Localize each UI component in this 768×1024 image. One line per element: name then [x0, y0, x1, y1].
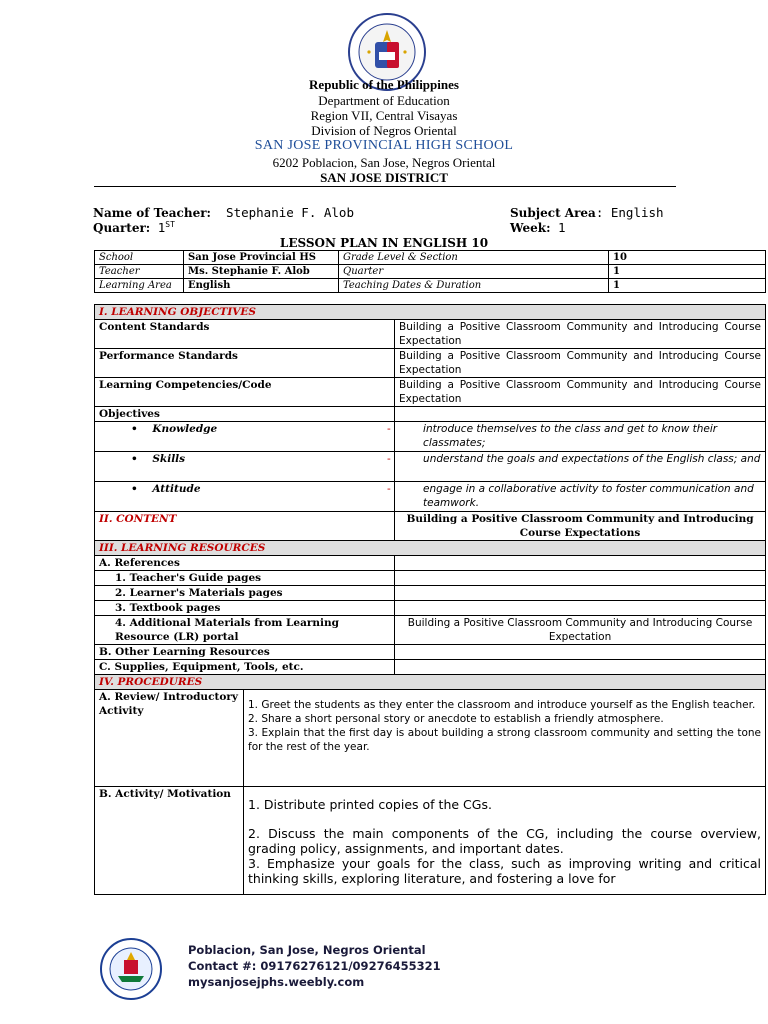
attitude-value: engage in a collaborative activity to foster communication and teamwork. — [423, 483, 754, 509]
knowledge-value: introduce themselves to the class and get to know their classmates; — [423, 423, 718, 449]
school-value: San Jose Provincial HS — [184, 251, 339, 265]
teaching-dates-label: Teaching Dates & Duration — [339, 279, 609, 293]
skills-value: understand the goals and expectations of the English class; and — [423, 453, 761, 465]
learning-area-label: Learning Area — [95, 279, 184, 293]
teachers-guide-label: 1. Teacher's Guide pages — [95, 571, 395, 586]
lesson-info-table — [94, 250, 766, 293]
table-row — [95, 482, 766, 512]
textbook-pages-value — [395, 601, 766, 616]
school-address: 6202 Poblacion, San Jose, Negros Oriental — [272, 155, 496, 170]
quarter-label: Quarter: — [93, 221, 151, 236]
teacher-value: Ms. Stephanie F. Alob — [184, 265, 339, 279]
table-row — [95, 320, 766, 349]
week-label: Week: — [510, 221, 551, 235]
table-row — [95, 305, 766, 320]
lesson-plan-title: LESSON PLAN IN ENGLISH 10 — [279, 236, 489, 250]
quarter-line — [93, 220, 175, 235]
learning-resources-heading: III. LEARNING RESOURCES — [95, 541, 766, 556]
references-value — [395, 556, 766, 571]
knowledge-label: Knowledge — [152, 423, 218, 435]
review-step-3: 3. Explain that the first day is about building a strong classroom community and setting the tone for the rest of the year. — [248, 727, 761, 753]
teacher-name-line — [93, 205, 354, 220]
table-row — [95, 645, 766, 660]
learning-competencies-label: Learning Competencies/Code — [95, 378, 395, 407]
table-row — [95, 675, 766, 690]
subject-area-label: Subject Area — [510, 206, 596, 220]
table-row — [95, 690, 766, 787]
table-row — [95, 279, 766, 293]
dash-icon: - — [387, 453, 391, 465]
textbook-pages-label: 3. Textbook pages — [95, 601, 395, 616]
skills-label: Skills — [152, 453, 186, 465]
footer-contact: Contact #: 09176276121/09276455321 — [188, 959, 441, 973]
table-row — [95, 349, 766, 378]
performance-standards-label: Performance Standards — [95, 349, 395, 378]
objectives-empty-cell — [395, 407, 766, 422]
table-row — [95, 541, 766, 556]
activity-label: B. Activity/ Motivation — [95, 787, 244, 895]
review-step-1: 1. Greet the students as they enter the classroom and introduce yourself as the English teacher. — [248, 699, 756, 711]
performance-standards-value: Building a Positive Classroom Community and Introducing Course Expectation — [395, 349, 766, 378]
table-row — [95, 265, 766, 279]
subject-area-value: : English — [595, 205, 664, 220]
skills-objective — [387, 452, 766, 482]
activity-step-1: 1. Distribute printed copies of the CGs. — [248, 797, 492, 812]
table-row — [95, 407, 766, 422]
table-row — [95, 660, 766, 675]
quarter-cell-label: Quarter — [339, 265, 609, 279]
content-heading: II. CONTENT — [95, 512, 395, 541]
grade-level-label: Grade Level & Section — [339, 251, 609, 265]
region-line: Region VII, Central Visayas — [310, 108, 458, 123]
table-row — [95, 452, 766, 482]
attitude-item: • Attitude — [95, 482, 395, 512]
activity-step-3: 3. Emphasize your goals for the class, such as improving writing and critical thinking skills, exploring literature, and fostering a love for — [248, 856, 761, 886]
division-line: Division of Negros Oriental — [311, 123, 457, 138]
table-row — [95, 601, 766, 616]
supplies-value — [395, 660, 766, 675]
department-line: Department of Education — [318, 93, 450, 108]
review-step-2: 2. Share a short personal story or anecdote to establish a friendly atmosphere. — [248, 713, 664, 725]
procedures-heading: IV. PROCEDURES — [95, 675, 766, 690]
content-standards-label: Content Standards — [95, 320, 395, 349]
quarter-superscript: ST — [165, 220, 175, 229]
additional-materials-label: 4. Additional Materials from Learning Resource (LR) portal — [95, 616, 395, 645]
table-row — [95, 378, 766, 407]
school-seal-logo — [100, 938, 162, 1000]
review-label: A. Review/ Introductory Activity — [95, 690, 244, 787]
learning-area-value: English — [184, 279, 339, 293]
teacher-label: Teacher — [95, 265, 184, 279]
skills-item: • Skills — [95, 452, 395, 482]
content-value: Building a Positive Classroom Community and Introducing Course Expectations — [395, 512, 766, 541]
table-row — [95, 787, 766, 895]
table-row — [95, 586, 766, 601]
activity-step-2: 2. Discuss the main components of the CG, including the course overview, grading policy, assignments, and important dates. — [248, 826, 761, 856]
footer-website[interactable]: mysanjosejphs.weebly.com — [188, 975, 365, 989]
footer-info — [188, 942, 441, 990]
teacher-name-label: Name of Teacher: — [93, 206, 211, 220]
table-row — [95, 422, 766, 452]
republic-line: Republic of the Philippines — [309, 77, 459, 92]
week-value: 1 — [558, 220, 566, 235]
learning-objectives-heading: I. LEARNING OBJECTIVES — [95, 305, 766, 320]
supplies-label: C. Supplies, Equipment, Tools, etc. — [95, 660, 395, 675]
teachers-guide-value — [395, 571, 766, 586]
quarter-cell-value: 1 — [609, 265, 766, 279]
knowledge-item: • Knowledge — [95, 422, 395, 452]
grade-level-value: 10 — [609, 251, 766, 265]
table-row — [95, 251, 766, 265]
objectives-label: Objectives — [95, 407, 395, 422]
teaching-dates-value: 1 — [609, 279, 766, 293]
other-resources-label: B. Other Learning Resources — [95, 645, 395, 660]
quarter-value: 1 — [157, 220, 166, 236]
table-row — [95, 616, 766, 645]
district-name: SAN JOSE DISTRICT — [320, 170, 448, 185]
subject-area-line — [510, 205, 664, 220]
learning-competencies-value: Building a Positive Classroom Community and Introducing Course Expectation — [395, 378, 766, 407]
knowledge-objective — [387, 422, 766, 452]
school-label: School — [95, 251, 184, 265]
lesson-plan-table — [94, 304, 766, 895]
review-content — [244, 690, 766, 787]
activity-content — [244, 787, 766, 895]
table-row — [95, 556, 766, 571]
other-resources-value — [395, 645, 766, 660]
attitude-objective — [387, 482, 766, 512]
table-row — [95, 512, 766, 541]
references-label: A. References — [95, 556, 395, 571]
dash-icon: - — [387, 423, 391, 435]
dash-icon: - — [387, 483, 391, 495]
learners-materials-value — [395, 586, 766, 601]
additional-materials-value: Building a Positive Classroom Community and Introducing Course Expectation — [395, 616, 766, 645]
learners-materials-label: 2. Learner's Materials pages — [95, 586, 395, 601]
teacher-name-value: Stephanie F. Alob — [226, 205, 354, 220]
footer-address: Poblacion, San Jose, Negros Oriental — [188, 943, 426, 957]
table-row — [95, 571, 766, 586]
school-name: SAN JOSE PROVINCIAL HIGH SCHOOL — [254, 138, 514, 153]
week-line — [510, 220, 566, 235]
header-divider — [94, 186, 676, 187]
content-standards-value: Building a Positive Classroom Community and Introducing Course Expectation — [395, 320, 766, 349]
attitude-label: Attitude — [152, 483, 201, 495]
